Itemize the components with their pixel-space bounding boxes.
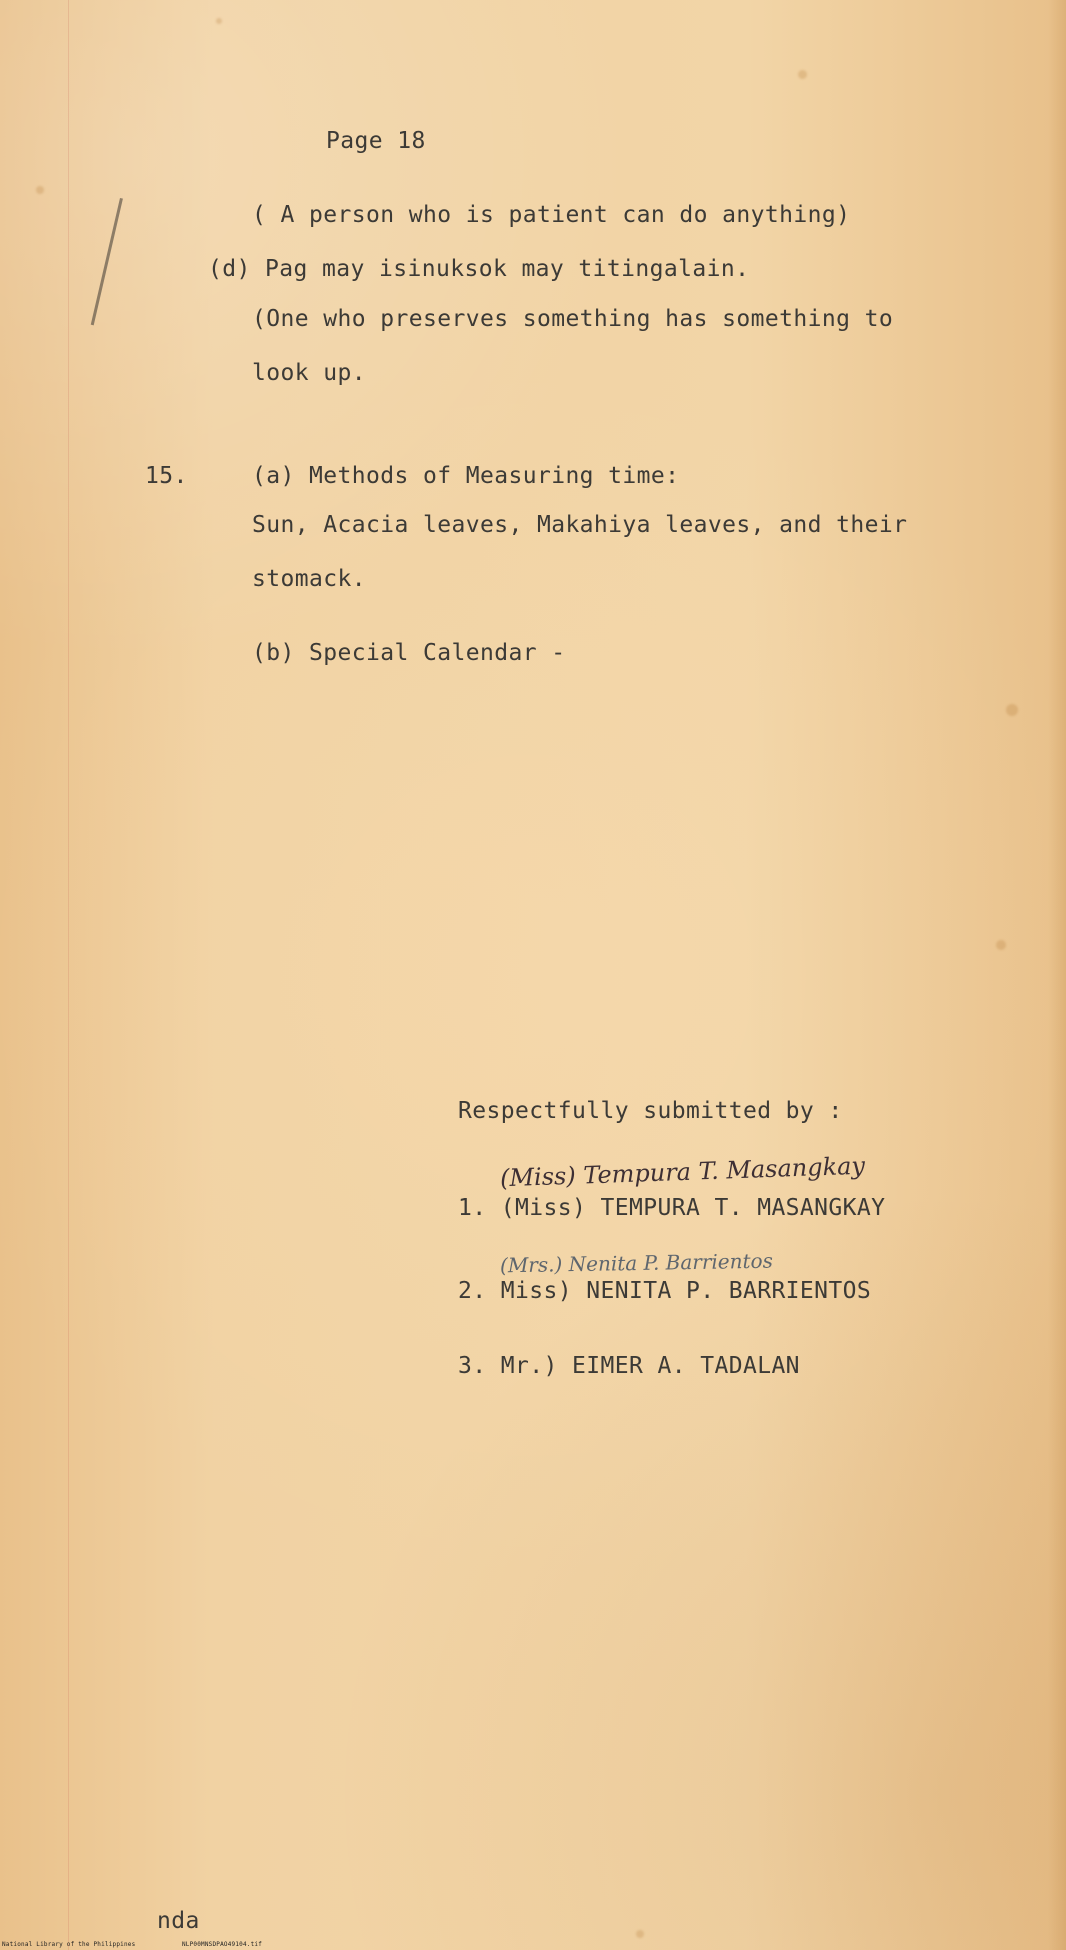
- signer-1: 1. (Miss) TEMPURA T. MASANGKAY: [458, 1195, 886, 1221]
- submission-heading: Respectfully submitted by :: [458, 1098, 843, 1124]
- margin-line: [68, 0, 69, 1950]
- library-note: National Library of the Philippines: [2, 1941, 136, 1948]
- paper-spot: [1006, 704, 1018, 716]
- section-number: 15.: [145, 463, 188, 489]
- text-line-2: (d) Pag may isinuksok may titingalain.: [208, 256, 750, 282]
- signature-line-1: (Miss) Tempura T. Masangkay: [499, 1151, 866, 1193]
- text-line-1: ( A person who is patient can do anything): [252, 202, 851, 228]
- text-line-3: (One who preserves something has something to: [252, 306, 894, 332]
- paper-spot: [36, 186, 44, 194]
- section-a-heading: (a) Methods of Measuring time:: [252, 463, 680, 489]
- paper-spot: [996, 940, 1006, 950]
- section-a-line-3: stomack.: [252, 566, 366, 592]
- signature-line-2: (Mrs.) Nenita P. Barrientos: [499, 1248, 774, 1278]
- page-edge-shadow: [1048, 0, 1066, 1950]
- paper-spot: [216, 18, 222, 24]
- paper-spot: [798, 70, 807, 79]
- footer-note: nda: [157, 1908, 200, 1934]
- section-b-heading: (b) Special Calendar -: [252, 640, 566, 666]
- text-line-4: look up.: [252, 360, 366, 386]
- file-note: NLP00MNSDPAO49104.tif: [182, 1941, 263, 1948]
- section-a-line-2: Sun, Acacia leaves, Makahiya leaves, and their: [252, 512, 908, 538]
- signer-2: 2. Miss) NENITA P. BARRIENTOS: [458, 1278, 872, 1304]
- margin-mark: [91, 198, 123, 325]
- page-number: Page 18: [326, 128, 426, 154]
- paper-spot: [636, 1930, 644, 1938]
- signer-3: 3. Mr.) EIMER A. TADALAN: [458, 1353, 800, 1379]
